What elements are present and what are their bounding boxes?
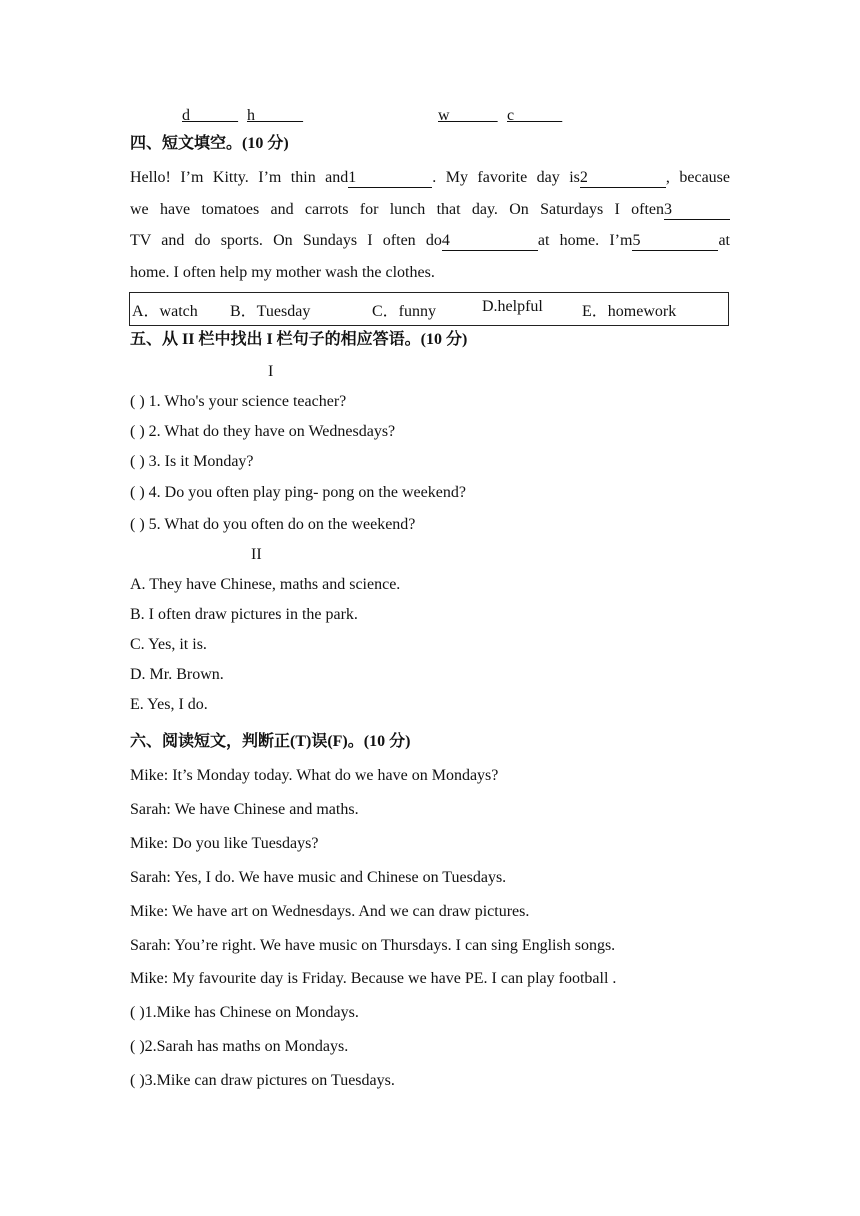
answer-option: B. I often draw pictures in the park.	[130, 606, 358, 623]
section4-line-2	[130, 200, 730, 220]
options-box	[129, 292, 729, 326]
dialogue-line: Sarah: Yes, I do. We have music and Chinese on Tuesdays.	[130, 869, 507, 886]
option-b: B．Tuesday	[230, 303, 311, 320]
question-text: 2. What do they have on Wednesdays?	[148, 423, 396, 440]
s4-text-6: at home. I’m	[537, 232, 633, 249]
section5-title: 五、从 II 栏中找出 I 栏句子的相应答语。(10 分)	[130, 331, 468, 348]
column-i-label: I	[268, 363, 274, 380]
statement-row	[130, 1037, 348, 1057]
s4-text-7: at	[718, 232, 730, 249]
option-d: D.helpful	[482, 298, 543, 315]
dialogue-line: Mike: My favourite day is Friday. Because we have PE. I can play football .	[130, 970, 617, 987]
blank-c[interactable]: c______	[507, 107, 563, 124]
s4-text-4: we have tomatoes and carrots for lunch that day. On Saturdays I often	[130, 201, 664, 218]
blank-w[interactable]: w______	[438, 107, 498, 124]
dialogue-line: Sarah: You’re right. We have music on Thursdays. I can sing English songs.	[130, 937, 616, 954]
section4-line-3	[130, 231, 730, 251]
s4-blank-5[interactable]: 5	[632, 232, 718, 251]
answer-bracket[interactable]: ( )	[130, 393, 145, 410]
blank-d[interactable]: d______	[182, 107, 238, 124]
question-text: 1. Who's your science teacher?	[148, 393, 347, 410]
section6-title: 六、阅读短文，判断正(T)误(F)。(10 分)	[130, 733, 411, 750]
tf-bracket[interactable]: ( )	[130, 1038, 145, 1055]
answer-option: C. Yes, it is.	[130, 636, 207, 653]
dialogue-line: Mike: We have art on Wednesdays. And we can draw pictures.	[130, 903, 530, 920]
answer-bracket[interactable]: ( )	[130, 453, 145, 470]
section4-line-1	[130, 168, 730, 188]
s4-text-2: . My favorite day is	[432, 169, 580, 186]
statement-text: 1.Mike has Chinese on Mondays.	[144, 1004, 359, 1021]
question-row	[130, 483, 466, 503]
answer-bracket[interactable]: ( )	[130, 516, 145, 533]
blank-h[interactable]: h______	[247, 107, 303, 124]
statement-text: 3.Mike can draw pictures on Tuesdays.	[144, 1072, 395, 1089]
tf-bracket[interactable]: ( )	[130, 1004, 145, 1021]
question-row	[130, 422, 395, 442]
s4-blank-4[interactable]: 4	[442, 232, 538, 251]
question-row	[130, 392, 346, 412]
s4-blank-2[interactable]: 2	[580, 169, 666, 188]
question-text: 5. What do you often do on the weekend?	[148, 516, 416, 533]
question-text: 3. Is it Monday?	[148, 453, 254, 470]
answer-bracket[interactable]: ( )	[130, 484, 145, 501]
answer-bracket[interactable]: ( )	[130, 423, 145, 440]
s4-text-3: , because	[665, 169, 730, 186]
dialogue-line: Mike: Do you like Tuesdays?	[130, 835, 319, 852]
s4-text-5: TV and do sports. On Sundays I often do	[130, 232, 442, 249]
answer-option: A. They have Chinese, maths and science.	[130, 576, 401, 593]
section4-title: 四、短文填空。(10 分)	[130, 135, 289, 152]
s4-blank-3[interactable]: 3	[664, 201, 730, 220]
column-ii-label: II	[251, 546, 262, 563]
question-row	[130, 515, 415, 535]
statement-row	[130, 1071, 395, 1091]
option-a: A．watch	[132, 303, 198, 320]
answer-option: E. Yes, I do.	[130, 696, 208, 713]
tf-bracket[interactable]: ( )	[130, 1072, 145, 1089]
dialogue-line: Sarah: We have Chinese and maths.	[130, 801, 359, 818]
option-e: E．homework	[582, 303, 677, 320]
option-c: C．funny	[372, 303, 437, 320]
question-text: 4. Do you often play ping- pong on the weekend?	[148, 484, 466, 501]
statement-row	[130, 1003, 359, 1023]
question-row	[130, 452, 254, 472]
dialogue-line: Mike: It’s Monday today. What do we have on Mondays?	[130, 767, 499, 784]
s4-text-1: Hello! I’m Kitty. I’m thin and	[130, 169, 349, 186]
statement-text: 2.Sarah has maths on Mondays.	[144, 1038, 349, 1055]
section4-line-4: home. I often help my mother wash the clothes.	[130, 264, 435, 281]
answer-option: D. Mr. Brown.	[130, 666, 224, 683]
s4-blank-1[interactable]: 1	[348, 169, 432, 188]
